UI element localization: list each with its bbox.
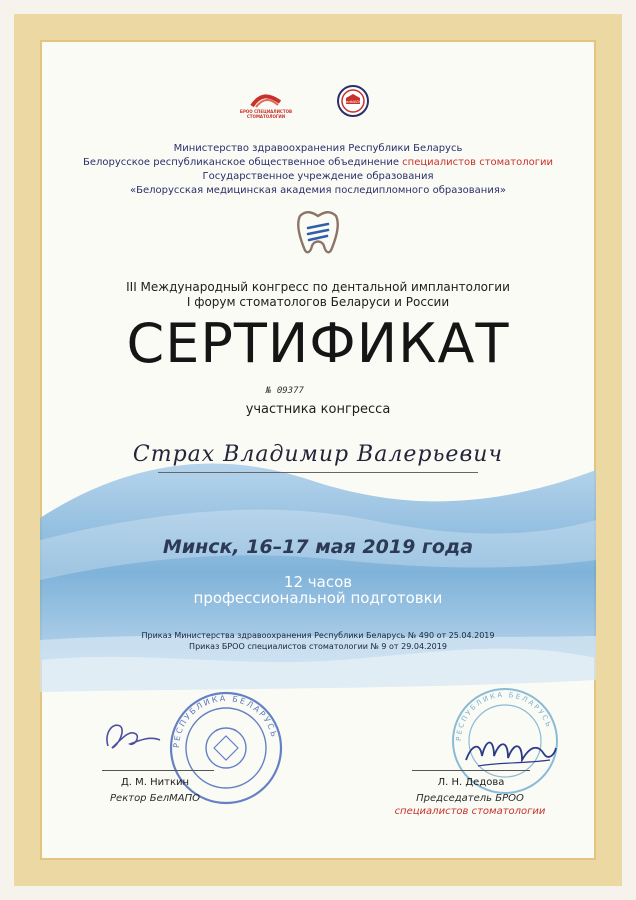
- order-line-1: Приказ Министерства здравоохранения Республики Беларусь № 490 от 25.04.2019: [141, 631, 495, 640]
- hours-line-1: 12 часов: [283, 573, 353, 591]
- recipient-underline: [158, 472, 478, 473]
- org-line-2-highlight: специалистов стоматологии: [402, 157, 554, 168]
- event-line-1: III Международный конгресс по дентальной имплантологии: [126, 280, 510, 294]
- certificate-subtitle: участника конгресса: [245, 402, 391, 417]
- seal-left-text: РЕСПУБЛИКА БЕЛАРУСЬ: [171, 693, 280, 749]
- certificate-title: СЕРТИФИКАТ: [126, 312, 510, 375]
- orders-block: [40, 630, 596, 652]
- signer-right-role: [380, 792, 560, 818]
- certificate-serial: № 09377: [266, 386, 304, 396]
- organization-block: [40, 142, 596, 198]
- signer-right-role-main: Председатель БРОО: [416, 793, 524, 804]
- org-line-4: «Белорусская медицинская академия последипломного образования»: [130, 185, 506, 196]
- signature-line-right: [412, 770, 530, 771]
- signer-left-role: Ректор БелМАПО: [110, 793, 200, 804]
- broo-logo-caption: БРОО СПЕЦИАЛИСТОВ СТОМАТОЛОГИИ: [239, 109, 293, 119]
- seal-right-text: РЕСПУБЛИКА БЕЛАРУСЬ: [454, 690, 554, 742]
- event-line-2: I форум стоматологов Беларуси и России: [186, 295, 450, 309]
- order-line-2: Приказ БРОО специалистов стоматологии № 9 от 29.04.2019: [189, 642, 447, 651]
- org-line-2: [40, 156, 596, 170]
- signer-left-name: Д. М. Ниткин: [120, 777, 190, 788]
- signer-right-name: Л. Н. Дедова: [437, 777, 505, 788]
- belmapo-emblem-icon: [336, 84, 370, 118]
- training-hours: [40, 574, 596, 606]
- recipient-name: Страх Владимир Валерьевич: [132, 442, 504, 467]
- org-line-2-prefix: Белорусское республиканское общественное объединение: [82, 157, 403, 168]
- broo-logo: [236, 92, 296, 122]
- seal-left: [168, 690, 284, 806]
- svg-text:РЕСПУБЛИКА БЕЛАРУСЬ: [172, 694, 279, 748]
- org-line-1: Министерство здравоохранения Республики Беларусь: [173, 143, 463, 154]
- hours-line-2: профессиональной подготовки: [193, 589, 443, 607]
- signer-right-role-highlight: специалистов стоматологии: [394, 806, 546, 817]
- belmapo-emblem-text: БелМАПО: [343, 99, 363, 104]
- city-date: Минск, 16–17 мая 2019 года: [162, 536, 474, 558]
- signature-right: [460, 726, 560, 776]
- tooth-logo-icon: [296, 208, 340, 256]
- signature-line-left: [102, 770, 214, 771]
- org-line-3: Государственное учреждение образования: [202, 171, 434, 182]
- event-block: [40, 280, 596, 310]
- certificate-frame: [14, 14, 622, 886]
